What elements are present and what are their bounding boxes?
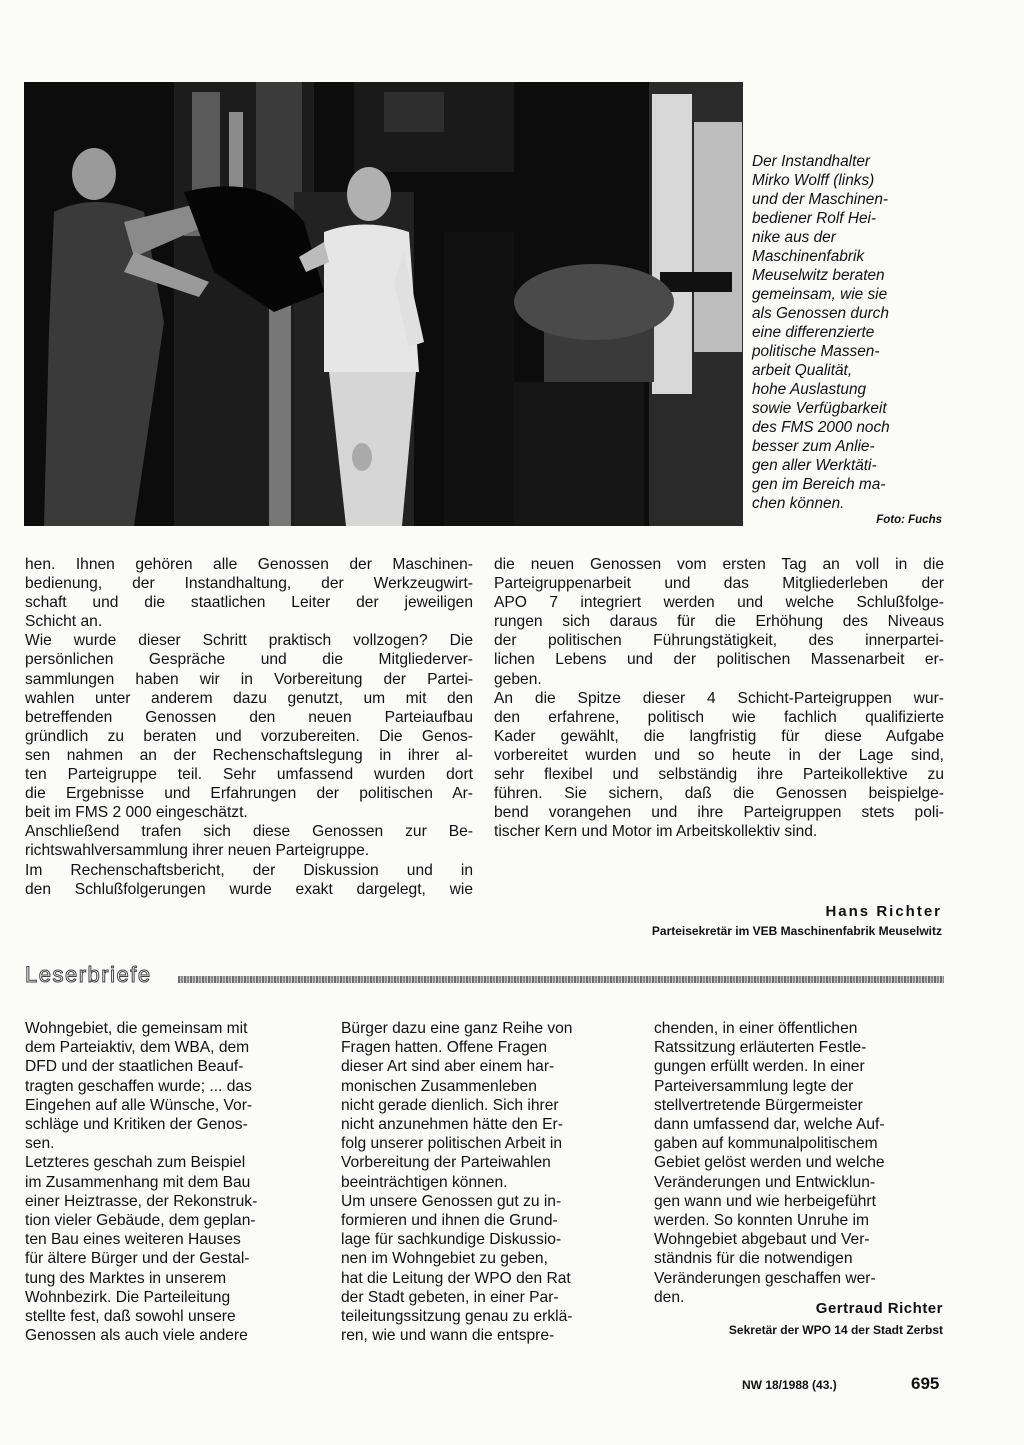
text-line: Im Rechenschaftsbericht, der Diskussion und in (25, 861, 473, 879)
article-author-affiliation: Parteisekretär im VEB Maschinenfabrik Meuselwitz (651, 924, 942, 938)
text-line: Vorbereitung der Parteiwahlen (341, 1154, 551, 1172)
text-line: stellvertretende Bürgermeister (654, 1096, 863, 1114)
caption-line: chen können. (752, 495, 845, 512)
text-line: gen wann und wie herbeigeführt (654, 1192, 876, 1210)
text-line: hat die Leitung der WPO den Rat (341, 1269, 571, 1287)
caption-line: eine differenzierte (752, 324, 875, 341)
photo-illustration (24, 82, 743, 526)
caption-line: bediener Rolf Hei- (752, 210, 877, 227)
caption-line: des FMS 2000 noch (752, 419, 890, 436)
text-line: chenden, in einer öffentlichen (654, 1020, 858, 1037)
text-line: beit im FMS 2 000 eingeschätzt. (25, 804, 248, 822)
text-line: sen nahmen an der Rechenschaftslegung in ihrer al- (25, 746, 473, 764)
text-line: hen. Ihnen gehören alle Genossen der Maschinen- (25, 556, 473, 573)
text-line: dann umfassend dar, welche Auf- (654, 1116, 885, 1134)
text-line: gaben auf kommunalpolitischem (654, 1135, 878, 1153)
text-line: den erfahrene, politisch wie fachlich qualifizierte (494, 708, 944, 726)
text-line: den Schlußfolgerungen wurde exakt dargelegt, wie (25, 880, 473, 898)
text-line: schaft und die staatlichen Leiter der jeweiligen (25, 594, 473, 612)
text-line: den. (654, 1288, 685, 1306)
text-line: betreffenden Genossen den neuen Parteiaufbau (25, 708, 473, 726)
text-line: APO 7 integriert werden und welche Schlußfolge- (494, 594, 944, 612)
caption-line: nike aus der (752, 229, 836, 246)
text-line: Anschließend trafen sich diese Genossen zur Be- (25, 823, 473, 841)
text-line: geben. (494, 670, 542, 688)
text-line: Genossen als auch viele andere (25, 1327, 248, 1345)
text-line: Um unsere Genossen gut zu in- (341, 1192, 562, 1210)
caption-line: arbeit Qualität, (752, 362, 853, 379)
page-number: 695 (911, 1374, 940, 1393)
text-line: schläge und Kritiken der Genos- (25, 1116, 248, 1134)
text-line: Fragen hatten. Offene Fragen (341, 1039, 548, 1057)
photo-credit: Foto: Fuchs (876, 514, 942, 526)
text-line: Eingehen auf alle Wünsche, Vor- (25, 1096, 253, 1114)
text-line: beeinträchtigen können. (341, 1173, 508, 1191)
text-line: monischen Zusammenleben (341, 1077, 537, 1095)
text-line: ständnis für die notwendigen (654, 1250, 853, 1268)
text-line: der politischen Führungstätigkeit, des innerpartei- (494, 632, 944, 650)
section-divider (178, 976, 944, 983)
text-line: rungen sich daraus für die Erhöhung des Niveaus (494, 613, 944, 631)
text-line: ren, wie und wann die entspre- (341, 1327, 555, 1345)
text-line: führen. Sie sichern, daß die Genossen beispielge- (494, 785, 944, 803)
text-line: lage für sachkundige Diskussio- (341, 1231, 562, 1249)
text-line: lichen Lebens und der politischen Massenarbeit er- (494, 651, 944, 669)
article-column-1 (25, 555, 473, 899)
text-line: Bürger dazu eine ganz Reihe von (341, 1020, 573, 1037)
caption-line: gen aller Werktäti- (752, 457, 877, 474)
text-line: folg unserer politischen Arbeit in (341, 1135, 563, 1153)
caption-line: hohe Auslastung (752, 381, 867, 398)
text-line: die neuen Genossen vom ersten Tag an voll in die (494, 556, 944, 573)
text-line: tung des Marktes in unserem (25, 1269, 227, 1287)
text-line: nicht gerade dienlich. Sich ihrer (341, 1096, 559, 1114)
text-line: Gebiet gelöst werden und welche (654, 1154, 885, 1172)
text-line: tion vieler Gebäude, dem geplan- (25, 1212, 256, 1230)
article-author: Hans Richter (825, 903, 942, 920)
letter-author-affiliation: Sekretär der WPO 14 der Stadt Zerbst (728, 1323, 943, 1337)
text-line: richtswahlversammlung ihrer neuen Parteigruppe. (25, 842, 370, 860)
text-line: werden. So konnten Unruhe im (654, 1212, 869, 1230)
text-line: vorbereitet wurden und so heute in der Lage sind, (494, 746, 944, 764)
section-title: Leserbriefe (25, 962, 152, 987)
text-line: bedienung, der Instandhaltung, der Werkzeugwirt- (25, 575, 473, 593)
text-line: ten Bau eines weiteren Hauses (25, 1231, 241, 1249)
text-line: bend vorangehen und ihre Parteigruppen stets poli- (494, 804, 944, 822)
text-line: An die Spitze dieser 4 Schicht-Parteigruppen wur- (494, 689, 944, 707)
text-line: persönlichen Gespräche und die Mitgliederver- (25, 651, 473, 669)
text-line: sen. (25, 1135, 55, 1153)
text-line: Parteigruppenarbeit und das Mitgliederleben der (494, 575, 944, 593)
text-line: Parteiversammlung legte der (654, 1077, 854, 1095)
letter-author: Gertraud Richter (815, 1300, 943, 1317)
text-line: für ältere Bürger und der Gestal- (25, 1250, 250, 1268)
text-line: Veränderungen und Entwicklun- (654, 1173, 876, 1191)
letter-column-2 (341, 1019, 630, 1345)
text-line: teileitungssitzung genau zu erklä- (341, 1308, 573, 1326)
issue-label: NW 18/1988 (43.) (742, 1378, 837, 1392)
caption-line: gen im Bereich ma- (752, 476, 886, 493)
caption-line: politische Massen- (752, 343, 880, 360)
caption-line: Maschinenfabrik (752, 248, 865, 265)
caption-line: als Genossen durch (752, 305, 889, 322)
text-line: ten Parteigruppe teil. Sehr umfassend wurden dort (25, 766, 473, 784)
article-column-2 (494, 555, 944, 841)
text-line: Ratssitzung erläuterten Festle- (654, 1039, 867, 1057)
text-line: DFD und der staatlichen Beauf- (25, 1058, 244, 1076)
text-line: Veränderungen geschaffen wer- (654, 1269, 876, 1287)
text-line: Wohngebiet, die gemeinsam mit (25, 1020, 248, 1037)
letter-column-1 (25, 1019, 308, 1345)
text-line: formieren und ihnen die Grund- (341, 1212, 558, 1230)
text-line: Kader gewählt, die langfristig für diese Aufgabe (494, 727, 944, 745)
text-line: wahlen unter anderem dazu genutzt, um mit den (25, 689, 473, 707)
text-line: gründlich zu beraten und vorzubereiten. Die Genos- (25, 727, 473, 745)
caption-line: Meuselwitz beraten (752, 267, 885, 284)
text-line: Schicht an. (25, 613, 103, 631)
caption-line: besser zum Anlie- (752, 438, 875, 455)
text-line: Wohnbezirk. Die Parteileitung (25, 1288, 231, 1306)
text-line: einer Heiztrasse, der Rekonstruk- (25, 1192, 258, 1210)
text-line: tischer Kern und Motor im Arbeitskollektiv sind. (494, 823, 818, 841)
text-line: stellte fest, daß sowohl unsere (25, 1308, 236, 1326)
caption-line: gemeinsam, wie sie (752, 286, 888, 303)
caption-line: und der Maschinen- (752, 191, 889, 208)
text-line: tragten geschaffen wurde; ... das (25, 1077, 252, 1095)
text-line: im Zusammenhang mit dem Bau (25, 1173, 251, 1191)
text-line: nen im Wohngebiet zu geben, (341, 1250, 548, 1268)
text-line: Letzteres geschah zum Beispiel (25, 1154, 246, 1172)
letter-column-3 (654, 1019, 942, 1307)
text-line: die Ergebnisse und Erfahrungen der politischen Ar- (25, 785, 473, 803)
text-line: sammlungen haben wir in Vorbereitung der Partei- (25, 670, 473, 688)
text-line: dieser Art sind aber einem har- (341, 1058, 555, 1076)
caption-line: sowie Verfügbarkeit (752, 400, 887, 417)
article-photo (24, 82, 743, 526)
caption-line: Mirko Wolff (links) (752, 172, 875, 189)
photo-caption (752, 152, 952, 513)
text-line: sehr flexibel und selbständig ihre Parteikollektive zu (494, 766, 944, 784)
text-line: gungen erfüllt werden. In einer (654, 1058, 865, 1076)
text-line: der Stadt gebeten, in einer Par- (341, 1288, 559, 1306)
text-line: nicht anzunehmen hätte den Er- (341, 1116, 563, 1134)
caption-line: Der Instandhalter (752, 153, 871, 170)
text-line: dem Parteiaktiv, dem WBA, dem (25, 1039, 250, 1057)
text-line: Wie wurde dieser Schritt praktisch vollzogen? Die (25, 632, 473, 650)
text-line: Wohngebiet abgebaut und Ver- (654, 1231, 870, 1249)
